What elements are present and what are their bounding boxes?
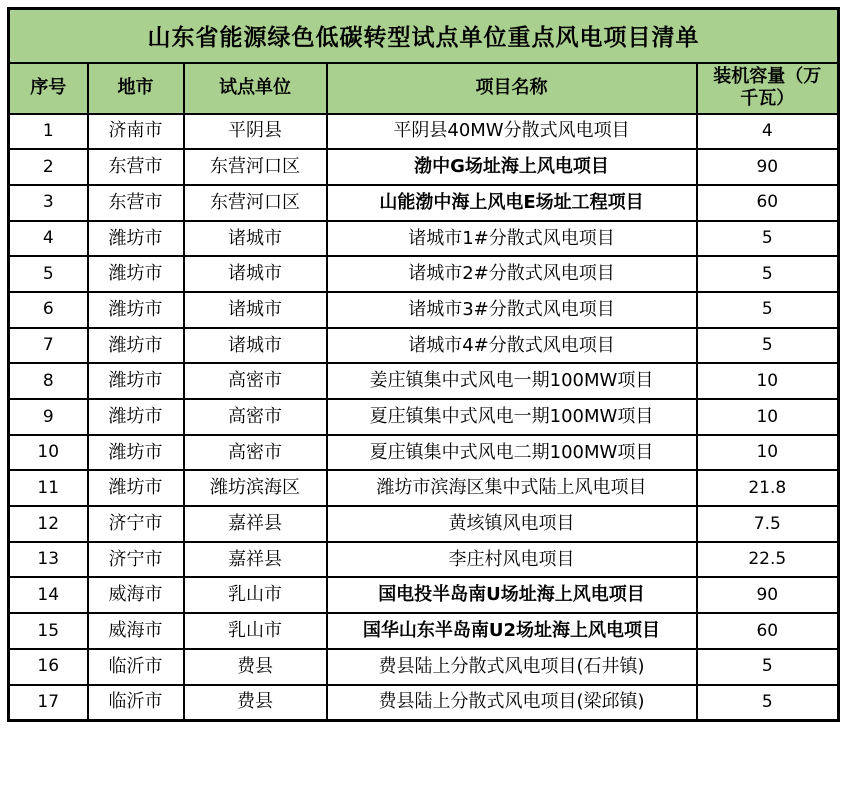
table-row: [9, 506, 839, 542]
table-row: [9, 577, 839, 613]
table-header-row: [9, 63, 839, 114]
cell-capacity: 60: [697, 185, 839, 221]
cell-project: 平阴县40MW分散式风电项目: [327, 114, 697, 150]
cell-capacity: 60: [697, 613, 839, 649]
cell-capacity: 22.5: [697, 542, 839, 578]
column-header-serial: 序号: [9, 63, 88, 114]
cell-capacity: 5: [697, 328, 839, 364]
cell-unit: 潍坊滨海区: [184, 470, 327, 506]
table-row: [9, 292, 839, 328]
cell-serial: 14: [9, 577, 88, 613]
column-header-capacity: 装机容量（万千瓦）: [697, 63, 839, 114]
cell-unit: 诸城市: [184, 221, 327, 257]
cell-unit: 费县: [184, 685, 327, 721]
cell-project: 国华山东半岛南U2场址海上风电项目: [327, 613, 697, 649]
table-row: [9, 649, 839, 685]
column-header-project: 项目名称: [327, 63, 697, 114]
column-header-city: 地市: [88, 63, 184, 114]
cell-city: 临沂市: [88, 649, 184, 685]
cell-serial: 11: [9, 470, 88, 506]
cell-unit: 诸城市: [184, 328, 327, 364]
cell-unit: 嘉祥县: [184, 542, 327, 578]
cell-unit: 东营河口区: [184, 149, 327, 185]
cell-city: 潍坊市: [88, 363, 184, 399]
cell-capacity: 90: [697, 577, 839, 613]
cell-city: 东营市: [88, 185, 184, 221]
table-row: [9, 685, 839, 721]
cell-project: 诸城市1#分散式风电项目: [327, 221, 697, 257]
cell-project: 夏庄镇集中式风电一期100MW项目: [327, 399, 697, 435]
cell-project: 姜庄镇集中式风电一期100MW项目: [327, 363, 697, 399]
cell-project: 潍坊市滨海区集中式陆上风电项目: [327, 470, 697, 506]
table-title: 山东省能源绿色低碳转型试点单位重点风电项目清单: [9, 9, 839, 63]
cell-unit: 诸城市: [184, 292, 327, 328]
cell-city: 威海市: [88, 613, 184, 649]
table-row: [9, 542, 839, 578]
cell-serial: 3: [9, 185, 88, 221]
cell-unit: 嘉祥县: [184, 506, 327, 542]
column-header-unit: 试点单位: [184, 63, 327, 114]
table-row: [9, 328, 839, 364]
cell-unit: 高密市: [184, 435, 327, 471]
cell-serial: 1: [9, 114, 88, 150]
cell-project: 诸城市4#分散式风电项目: [327, 328, 697, 364]
cell-city: 济宁市: [88, 542, 184, 578]
cell-serial: 6: [9, 292, 88, 328]
cell-city: 济宁市: [88, 506, 184, 542]
cell-project: 渤中G场址海上风电项目: [327, 149, 697, 185]
table-row: [9, 363, 839, 399]
cell-capacity: 10: [697, 399, 839, 435]
cell-unit: 乳山市: [184, 613, 327, 649]
cell-project: 夏庄镇集中式风电二期100MW项目: [327, 435, 697, 471]
wind-projects-table: [7, 7, 840, 722]
cell-unit: 高密市: [184, 363, 327, 399]
cell-unit: 诸城市: [184, 256, 327, 292]
cell-city: 东营市: [88, 149, 184, 185]
cell-capacity: 5: [697, 292, 839, 328]
table-row: [9, 221, 839, 257]
cell-serial: 15: [9, 613, 88, 649]
cell-capacity: 10: [697, 363, 839, 399]
cell-unit: 平阴县: [184, 114, 327, 150]
cell-project: 李庄村风电项目: [327, 542, 697, 578]
cell-project: 费县陆上分散式风电项目(梁邱镇): [327, 685, 697, 721]
table-row: [9, 114, 839, 150]
cell-unit: 费县: [184, 649, 327, 685]
table-row: [9, 435, 839, 471]
cell-serial: 13: [9, 542, 88, 578]
cell-city: 济南市: [88, 114, 184, 150]
cell-capacity: 90: [697, 149, 839, 185]
table-row: [9, 185, 839, 221]
cell-capacity: 5: [697, 685, 839, 721]
cell-project: 国电投半岛南U场址海上风电项目: [327, 577, 697, 613]
cell-serial: 7: [9, 328, 88, 364]
cell-project: 诸城市3#分散式风电项目: [327, 292, 697, 328]
cell-city: 潍坊市: [88, 435, 184, 471]
cell-city: 潍坊市: [88, 221, 184, 257]
cell-city: 临沂市: [88, 685, 184, 721]
cell-capacity: 5: [697, 256, 839, 292]
cell-city: 威海市: [88, 577, 184, 613]
table-title-row: [9, 9, 839, 63]
cell-project: 诸城市2#分散式风电项目: [327, 256, 697, 292]
table-row: [9, 149, 839, 185]
cell-capacity: 7.5: [697, 506, 839, 542]
cell-serial: 9: [9, 399, 88, 435]
cell-serial: 10: [9, 435, 88, 471]
cell-serial: 4: [9, 221, 88, 257]
cell-unit: 高密市: [184, 399, 327, 435]
cell-serial: 17: [9, 685, 88, 721]
cell-capacity: 4: [697, 114, 839, 150]
cell-city: 潍坊市: [88, 328, 184, 364]
cell-city: 潍坊市: [88, 292, 184, 328]
cell-city: 潍坊市: [88, 399, 184, 435]
cell-serial: 16: [9, 649, 88, 685]
cell-capacity: 5: [697, 221, 839, 257]
cell-city: 潍坊市: [88, 470, 184, 506]
cell-project: 黄垓镇风电项目: [327, 506, 697, 542]
table-row: [9, 256, 839, 292]
table-row: [9, 399, 839, 435]
cell-project: 费县陆上分散式风电项目(石井镇): [327, 649, 697, 685]
cell-city: 潍坊市: [88, 256, 184, 292]
table-row: [9, 470, 839, 506]
cell-capacity: 10: [697, 435, 839, 471]
cell-serial: 5: [9, 256, 88, 292]
cell-capacity: 5: [697, 649, 839, 685]
cell-serial: 12: [9, 506, 88, 542]
cell-project: 山能渤中海上风电E场址工程项目: [327, 185, 697, 221]
cell-unit: 乳山市: [184, 577, 327, 613]
table-row: [9, 613, 839, 649]
cell-serial: 2: [9, 149, 88, 185]
cell-capacity: 21.8: [697, 470, 839, 506]
cell-unit: 东营河口区: [184, 185, 327, 221]
cell-serial: 8: [9, 363, 88, 399]
